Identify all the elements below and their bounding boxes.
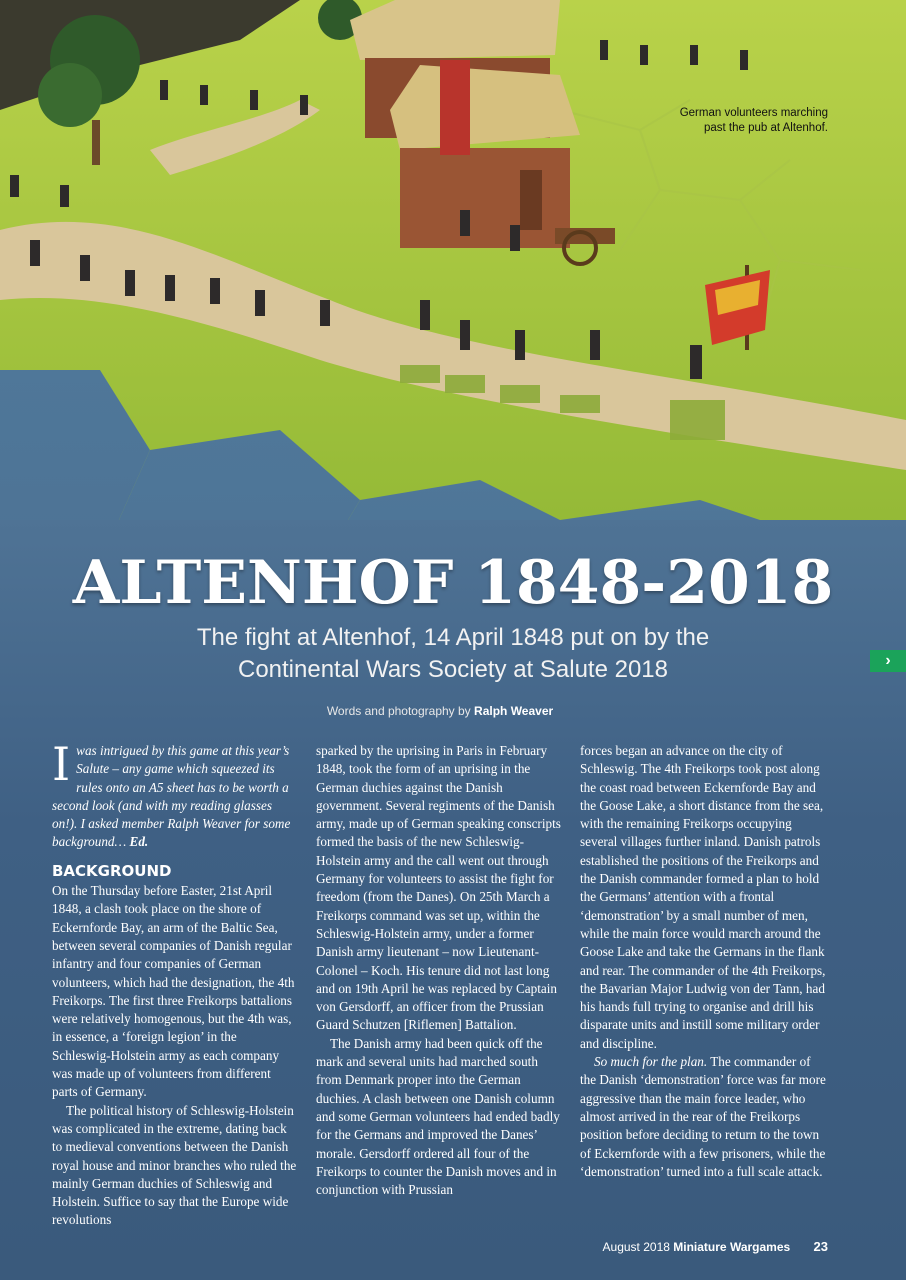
- paragraph-text: The commander of the Danish ‘demonstration’ force was far more aggressive than the main force leader, who almost arrived in the rear of the Freikorps position before deciding to return to the town of Eckernforde with a few prisoners, while the ‘demonstration’ turned into a full scale attack.: [580, 1054, 826, 1179]
- paragraph: sparked by the uprising in Paris in February 1848, took the form of an uprising in the German duchies against the Danish government. Several regiments of the Danish army, made up of German speaking conscripts formed the basis of the new Schleswig-Holstein army and the call went out through Germany for volunteers to assist the fight for freedom (from the Danes). On 25th March a Freikorps command was set up, within the Schleswig-Holstein army, under a former Danish army lieutenant – now Lieutenant-Colonel – Koch. His tenure did not last long and on 19th April he was replaced by Captain von Gersdorff, an officer from the Prussian Guard Schutzen [Riflemen] Battalion.: [316, 743, 561, 1033]
- subtitle-line-2: Continental Wars Society at Salute 2018: [237, 656, 669, 683]
- intro-text: was intrigued by this game at this year’s Salute – any game which squeezed its rules onto an A5 sheet has to be worth a second look (and with my reading glasses on!). I asked member Ralph Weaver for some background…: [52, 743, 291, 850]
- column-1: [52, 737, 297, 1230]
- drop-cap: I: [52, 737, 71, 791]
- footer-magazine: Miniature Wargames: [673, 1240, 791, 1254]
- paragraph: On the Thursday before Easter, 21st April 1848, a clash took place on the shore of Eckernforde Bay, an arm of the Baltic Sea, between several companies of Danish regular infantry and four companies of German volunteers, which had the designation, the 4th Freikorps. The first three Freikorps battalions were relatively homogenous, but the 4th was, in essence, a ‘foreign legion’ in the Schleswig-Holstein army as each company was made up of volunteers from different parts of Germany.: [52, 883, 295, 1100]
- photo-caption: German volunteers marching past the pub at Altenhof.: [679, 107, 828, 134]
- article-title: ALTENHOF 1848-2018: [72, 548, 834, 618]
- paragraph: The political history of Schleswig-Holstein was complicated in the extreme, dating back to medieval conventions between the Danish royal house and minor branches who ruled the mainly German duchies of Schleswig and Holstein. Suffice to say that the Europe wide revolutions: [52, 1102, 297, 1228]
- column-2: [316, 742, 566, 1199]
- column-3: [580, 742, 828, 1181]
- section-heading: BACKGROUND: [52, 861, 172, 880]
- footer-issue: August 2018: [602, 1240, 670, 1254]
- paragraph: [580, 1053, 828, 1181]
- byline: [0, 704, 880, 718]
- intro-paragraph: [52, 737, 297, 852]
- byline-author: Ralph Weaver: [474, 704, 554, 718]
- article-subtitle: [0, 622, 906, 686]
- intro-sign: Ed.: [129, 834, 149, 850]
- paragraph: forces began an advance on the city of Schleswig. The 4th Freikorps took post along the coast road between Eckernforde Bay and the Goose Lake, a short distance from the sea, with the remaining Freikorps occupying several villages further inland. Danish patrols established the positions of the Freikorps and the Danish commander formed a plan to hold the Germans’ attention with a frontal ‘demonstration’ by a small number of men, while the main force would march around the Goose Lake and take the Germans in the flank and rear. The commander of the 4th Freikorps, the Bavarian Major Ludwig von der Tann, had his hands full trying to organise and drill his disparate units and instill some military order and discipline.: [580, 743, 826, 1051]
- byline-prefix: Words and photography by: [326, 704, 471, 718]
- italic-phrase: So much for the plan.: [594, 1054, 708, 1070]
- page-footer: [603, 1239, 828, 1254]
- page-number: 23: [813, 1239, 828, 1254]
- next-page-button[interactable]: ›: [870, 650, 906, 672]
- subtitle-line-1: The fight at Altenhof, 14 April 1848 put on by the: [196, 624, 710, 651]
- paragraph: The Danish army had been quick off the mark and several units had marched south from Denmark proper into the German duchies. A clash between one Danish column and some German volunteers had ended badly for the Germans and improved the Danes’ morale. Gersdorff ordered all four of the Freikorps to counter the Danish moves and in conjunction with Prussian: [316, 1035, 560, 1198]
- hero-photo: [0, 0, 906, 600]
- wargame-table-photo: [0, 0, 906, 600]
